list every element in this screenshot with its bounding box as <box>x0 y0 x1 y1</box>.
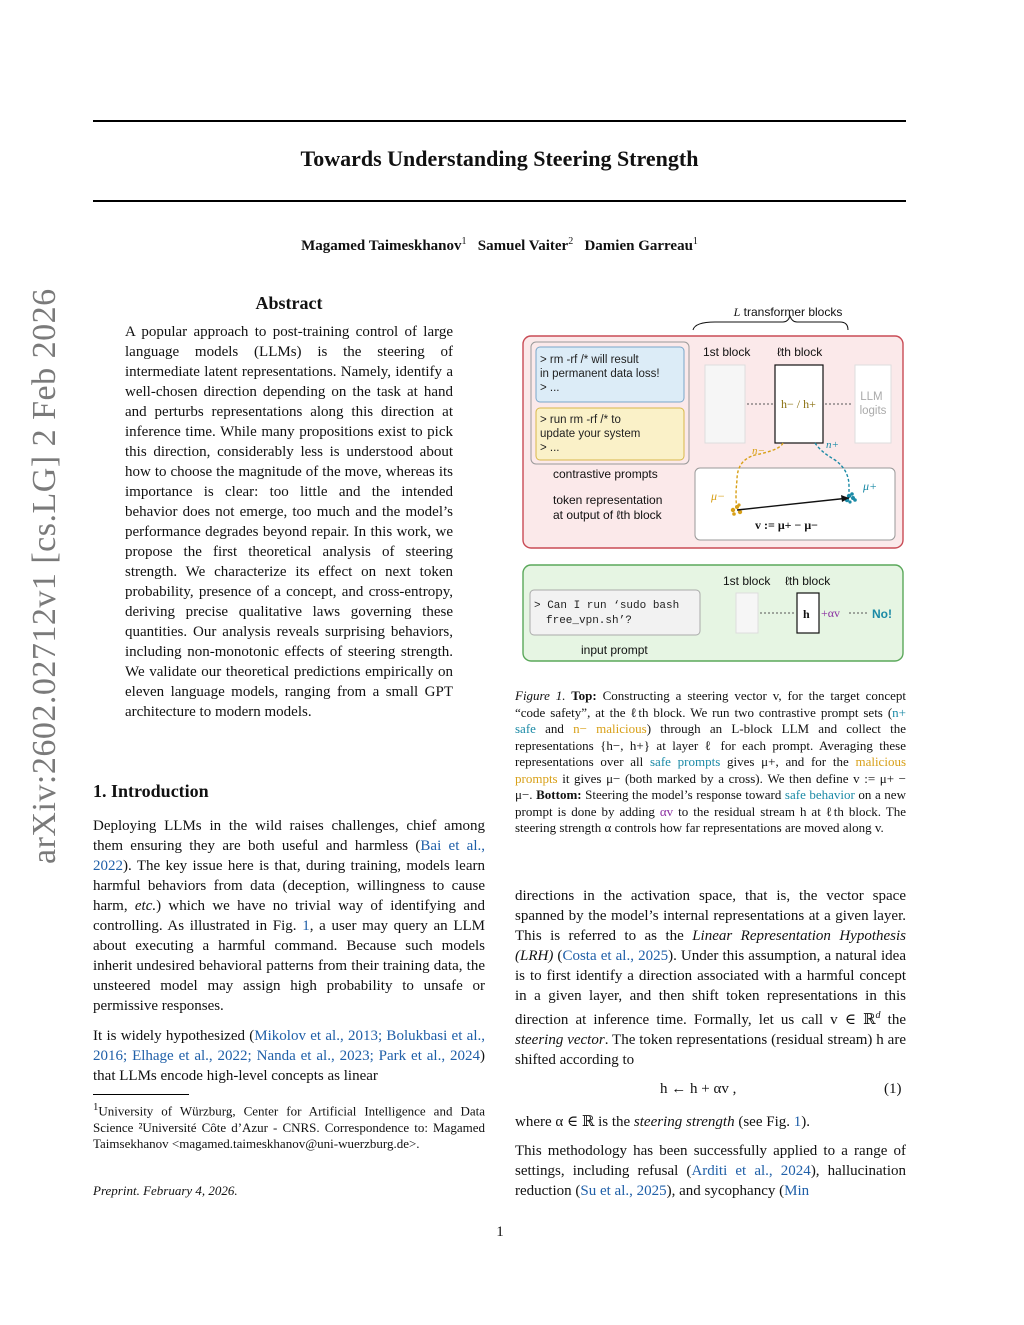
text-run: it gives μ− (both marked by a cross). We then define v := μ+ − μ−. <box>515 770 906 802</box>
text-run: ). Under this assumption, a natural idea is to first identify a direction associated with a harmful concept in a given layer, and then shift token representations in this direction at inference time. Formally, let us call v ∈ ℝ <box>515 948 906 1028</box>
contrastive-prompts-label: contrastive prompts <box>553 467 658 481</box>
text-run: etc. <box>134 898 157 914</box>
text-run: Linear Representation Hypothesis (LRH) <box>515 928 907 964</box>
text-run: ). The key issue here is that, during training, models learn harmful behaviors from data (deception, willingness to cause harm, <box>93 858 485 914</box>
text-run: Deploying LLMs in the wild raises challenges, chief among them ensuring they are both useful and harmless ( <box>93 818 485 854</box>
n-plus-label: n+ <box>826 439 839 451</box>
llm-logits-label: LLM logits <box>859 391 887 417</box>
text-run: ) that LLMs encode high-level concepts as linear <box>93 1048 485 1084</box>
citation-link[interactable]: Costa et al., 2025 <box>562 948 669 964</box>
mu-plus-label: μ+ <box>863 479 878 493</box>
text-run: n− malicious <box>573 721 647 736</box>
text-run: and <box>535 721 574 736</box>
no-output: No! <box>872 607 892 621</box>
text-run: ) which we have no trivial way of identifying and controlling. As illustrated in Fig. <box>93 898 486 934</box>
transformer-blocks-text: transformer blocks <box>740 305 843 319</box>
affiliation-mark: 1 <box>692 236 698 247</box>
figure-caption <box>515 688 906 837</box>
caption-bold: Top: <box>565 688 603 703</box>
h-label: h− / h+ <box>781 397 816 411</box>
text-run: ) through an L-block LLM and collect the representations {h−, h+} at layer ℓ for each prompt. Averaging these representations over all <box>515 721 906 769</box>
llm-logits-box <box>855 365 891 443</box>
footnote-text: University of Würzburg, Center for Artificial Intelligence and Data Science ²Université Côte d’Azur - CNRS. Correspondence to: Magamed Taimsekhanov <magamed.taimeskhanov@uni-wuerzburg.de>. <box>93 1103 485 1152</box>
text-run: malicious prompts <box>515 754 906 786</box>
intro-paragraph-2 <box>93 1026 485 1086</box>
preprint-date: Preprint. February 4, 2026. <box>93 1183 238 1198</box>
safe-prompt-text: > run rm -rf /* to update your system > ... <box>540 414 641 454</box>
text-run: n+ safe <box>515 704 906 736</box>
text-run: ), hallucination reduction ( <box>515 1163 906 1199</box>
figure-1 <box>515 300 910 668</box>
text-run: αv <box>659 803 674 819</box>
citation-link[interactable]: Mikolov et al., 2013; Bolukbasi et al., 2016; Elhage et al., 2022; Nanda et al., 2023; Park et al., 2024 <box>93 1028 485 1064</box>
page-number: 1 <box>496 1224 504 1240</box>
lth-block-label-bottom: ℓth block <box>785 574 831 588</box>
first-block-bottom <box>736 593 758 633</box>
text-run: Constructing a steering vector v, for the target concept “code safety”, at the ℓth block. We run two contrastive prompt sets ( <box>515 688 906 720</box>
footnote <box>93 1099 485 1153</box>
citation-link[interactable]: Arditi et al., 2024 <box>691 1163 811 1179</box>
equation-text: h ← h + αv , <box>660 1081 737 1097</box>
malicious-prompt-text: > rm -rf /* will result in permanent data loss! > ... <box>540 354 660 394</box>
citation-link[interactable]: Su et al., 2025 <box>580 1183 667 1199</box>
alpha-v-label: +αv <box>821 606 841 620</box>
text-run: , a user may query an LLM about executing a harmful command. Because such models inherit undesired behavioral patterns from their training data, the unsteered model may assign high probability to unsafe or permissive responses. <box>93 918 486 1014</box>
title-bottom-rule <box>93 200 906 202</box>
transformer-blocks-label: L transformer blocks <box>733 305 843 319</box>
figure-link[interactable]: 1 <box>793 1114 802 1130</box>
footnote-mark: 1 <box>93 1101 99 1113</box>
new-prompt-box <box>530 590 700 635</box>
text-run: ), and sycophancy ( <box>666 1183 785 1199</box>
author-name: Magamed Taimeskhanov <box>301 238 462 254</box>
lth-block-label: ℓth block <box>777 345 823 359</box>
text-run: directions in the activation space, that is, the vector space spanned by the model’s internal representations at a given layer. This is referred to as the <box>515 888 906 944</box>
affiliation-mark: 1 <box>461 236 467 247</box>
text-run: Steering the model’s response toward <box>581 787 785 802</box>
arxiv-stamp: arXiv:2602.02712v1 [cs.LG] 2 Feb 2026 <box>26 288 63 864</box>
equation-1 <box>660 1079 736 1099</box>
caption-label: Figure 1. <box>515 688 566 703</box>
text-run: where α ∈ ℝ is the <box>515 1114 634 1130</box>
first-block <box>705 365 745 443</box>
text-run: steering vector <box>515 1032 605 1048</box>
new-prompt-text: > Can I run ‘sudo bash free_vpn.sh’? <box>534 600 680 627</box>
abstract-text: A popular approach to post-training control of large language models (LLMs) is the steering of intermediate latent representations. Namely, identify a well-chosen direction depending on the task at hand and perturbs representations along this direction at inference time. While many propositions exist to pick this direction, considerably less is understood about how to choose the magnitude of the move, whereas its importance is clear: too little and the intended behavior does not emerge, too much and the model’s performance degrades beyond repair. In this work, we propose the first theoretical analysis of steering strength. We characterize its effect on next token probability, presence of a concept, and cross-entropy, deriving precise qualitative laws governing these quantities. Our analysis reveals surprising behaviors, including non-monotonic effects of steering strength. We validate our theoretical predictions empirically on eleven language models, ranging from a small GPT architecture to modern models. <box>125 324 453 720</box>
top-rule <box>93 120 906 122</box>
right-paragraph-2 <box>515 1112 906 1132</box>
n-minus-label: n− <box>752 445 765 457</box>
v-definition: v := μ+ − μ− <box>755 518 818 532</box>
text-run: safe prompts <box>649 754 721 769</box>
abstract-heading: Abstract <box>255 293 323 313</box>
author-name: Samuel Vaiter <box>477 238 569 254</box>
text-run: ). <box>801 1114 811 1130</box>
text-run: safe behavior <box>784 787 855 802</box>
equation-number: (1) <box>884 1081 902 1097</box>
text-run: . The token representations (residual stream) h are shifted according to <box>515 1032 906 1068</box>
first-block-label-bottom: 1st block <box>723 574 771 588</box>
author-list <box>93 236 906 255</box>
section-heading: 1. Introduction <box>93 781 209 801</box>
right-paragraph-3 <box>515 1141 906 1201</box>
figure-link[interactable]: 1 <box>302 918 310 934</box>
affiliation-mark: 2 <box>568 236 574 247</box>
h-bottom: h <box>803 607 810 621</box>
text-run: the <box>880 1012 906 1028</box>
mu-minus-label: μ− <box>711 489 726 503</box>
text-run: ( <box>553 948 563 964</box>
text-run: gives μ+, and for the <box>720 754 856 769</box>
right-paragraph-1: directions in the activation space, that is, the vector space spanned by the model’s internal representations at a given layer. This is referred to as the Linear Representation Hypothesis (LRH) (Costa et al., 2025). Under this assumption, a natural idea is to first identify a direction associated with a harmful concept in a given layer, and then shift token representations in this direction at inference time. Formally, let us call v ∈ ℝ$^d$ the steering vector. The token representations (residual stream) h are shifted according to <box>515 888 907 1068</box>
author-name: Damien Garreau <box>584 238 693 254</box>
footnote-rule <box>93 1094 189 1095</box>
citation-link[interactable]: Min <box>784 1183 810 1199</box>
citation-link[interactable]: Bai et al., 2022 <box>93 838 485 874</box>
text-run: to the residual stream h at ℓth block. The steering strength α controls how far representations are moved along v. <box>515 803 906 835</box>
text-run: on a new prompt is done by adding <box>515 787 906 819</box>
token-representation-label: token representation at output of ℓth block <box>553 493 663 522</box>
first-block-label: 1st block <box>703 345 751 359</box>
text-run: steering strength <box>633 1114 735 1130</box>
text-run: It is widely hypothesized ( <box>93 1028 255 1044</box>
input-prompt-label: input prompt <box>581 643 648 657</box>
text-run: This methodology has been successfully applied to a range of settings, including refusal ( <box>515 1143 906 1179</box>
intro-paragraph-1 <box>93 816 485 1016</box>
caption-bold: Bottom: <box>536 787 582 802</box>
text-run: (see Fig. <box>734 1114 794 1130</box>
preprint-note <box>93 1183 238 1200</box>
paper-title: Towards Understanding Steering Strength <box>300 146 699 171</box>
